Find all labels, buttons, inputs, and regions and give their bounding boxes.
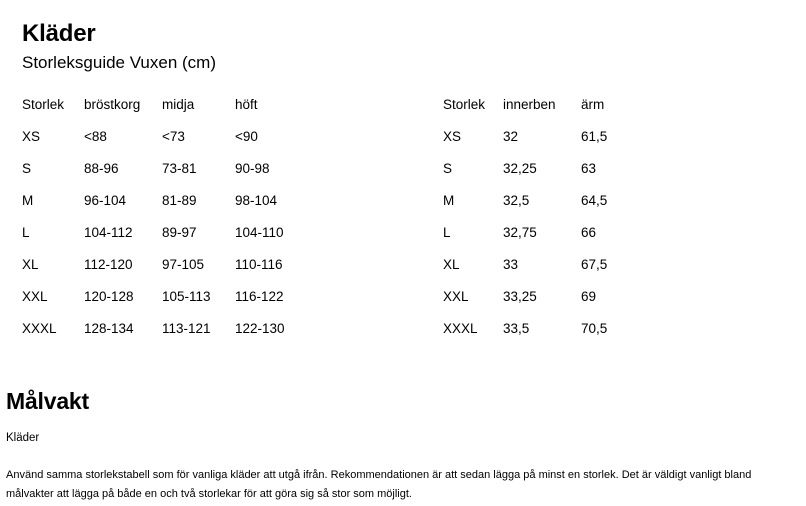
table-row bbox=[22, 120, 325, 152]
table-clothing-upper-body bbox=[22, 88, 325, 344]
table-header-upper-body bbox=[22, 88, 325, 120]
page-subtitle: Storleksguide Vuxen (cm) bbox=[22, 53, 217, 72]
cell-sleeve: 70,5 bbox=[581, 320, 608, 336]
cell-size: XS bbox=[22, 128, 41, 144]
goalkeeper-subheading: Kläder bbox=[6, 432, 40, 444]
cell-sleeve: 63 bbox=[581, 160, 597, 176]
cell-waist: 81-89 bbox=[162, 192, 197, 208]
page-title: Kläder bbox=[22, 20, 96, 47]
cell-hip: 104-110 bbox=[235, 224, 284, 240]
cell-waist: 89-97 bbox=[162, 224, 197, 240]
cell-sleeve: 64,5 bbox=[581, 192, 608, 208]
cell-sleeve: 69 bbox=[581, 288, 597, 304]
table-row bbox=[443, 184, 641, 216]
cell-hip: 116-122 bbox=[235, 288, 284, 304]
table-header-lower-body bbox=[443, 88, 641, 120]
cell-chest: 96-104 bbox=[84, 192, 127, 208]
cell-hip: 98-104 bbox=[235, 192, 278, 208]
cell-waist: 73-81 bbox=[162, 160, 197, 176]
cell-inseam: 32,75 bbox=[503, 224, 537, 240]
cell-size: XXXL bbox=[443, 320, 478, 336]
table-row bbox=[443, 312, 641, 344]
column-header-hoft: höft bbox=[235, 96, 258, 112]
table-row bbox=[22, 152, 325, 184]
goalkeeper-body-text: Använd samma storlekstabell som för vanliga kläder att utgå ifrån. Rekommendationen är att sedan lägga på minst en storlek. Det är väldigt vanligt bland målvakter att lägga på både en och två storlekar för att göra sig så stor som möjligt. bbox=[6, 469, 752, 500]
cell-size: XL bbox=[22, 256, 39, 272]
cell-waist: 105-113 bbox=[162, 288, 211, 304]
cell-sleeve: 66 bbox=[581, 224, 597, 240]
cell-hip: <90 bbox=[235, 128, 258, 144]
table-header-row bbox=[22, 88, 325, 120]
cell-size: XXL bbox=[443, 288, 469, 304]
cell-chest: 112-120 bbox=[84, 256, 133, 272]
table-row bbox=[22, 216, 325, 248]
table-row bbox=[22, 312, 325, 344]
table-row bbox=[443, 152, 641, 184]
cell-size: XL bbox=[443, 256, 460, 272]
cell-hip: 110-116 bbox=[235, 256, 283, 272]
cell-size: L bbox=[443, 224, 451, 240]
column-header-midja: midja bbox=[162, 96, 195, 112]
cell-size: XXXL bbox=[22, 320, 57, 336]
table-row bbox=[443, 280, 641, 312]
table-row bbox=[22, 248, 325, 280]
table-header-row bbox=[443, 88, 641, 120]
column-header-storlek: Storlek bbox=[22, 96, 65, 112]
cell-sleeve: 67,5 bbox=[581, 256, 608, 272]
table-body-lower-body bbox=[443, 120, 641, 344]
cell-hip: 122-130 bbox=[235, 320, 285, 336]
cell-chest: <88 bbox=[84, 128, 107, 144]
table-clothing-inseam-sleeve bbox=[443, 88, 641, 344]
cell-size: XS bbox=[443, 128, 462, 144]
section-title-goalkeeper: Målvakt bbox=[6, 388, 89, 414]
cell-size: XXL bbox=[22, 288, 48, 304]
cell-inseam: 33 bbox=[503, 256, 519, 272]
cell-hip: 90-98 bbox=[235, 160, 270, 176]
cell-size: M bbox=[443, 192, 455, 208]
cell-size: L bbox=[22, 224, 30, 240]
cell-waist: <73 bbox=[162, 128, 185, 144]
cell-inseam: 32 bbox=[503, 128, 519, 144]
cell-size: M bbox=[22, 192, 34, 208]
cell-sleeve: 61,5 bbox=[581, 128, 608, 144]
table-row bbox=[443, 248, 641, 280]
cell-inseam: 33,25 bbox=[503, 288, 537, 304]
cell-waist: 97-105 bbox=[162, 256, 205, 272]
table-row bbox=[22, 280, 325, 312]
cell-chest: 120-128 bbox=[84, 288, 134, 304]
table-row bbox=[443, 120, 641, 152]
table-row bbox=[22, 184, 325, 216]
cell-size: S bbox=[443, 160, 453, 176]
cell-chest: 128-134 bbox=[84, 320, 134, 336]
table-row bbox=[443, 216, 641, 248]
column-header-storlek: Storlek bbox=[443, 96, 486, 112]
cell-inseam: 33,5 bbox=[503, 320, 530, 336]
column-header-innerben: innerben bbox=[503, 96, 556, 112]
cell-waist: 113-121 bbox=[162, 320, 211, 336]
cell-size: S bbox=[22, 160, 32, 176]
cell-inseam: 32,25 bbox=[503, 160, 537, 176]
cell-chest: 104-112 bbox=[84, 224, 133, 240]
table-body-upper-body bbox=[22, 120, 325, 344]
cell-inseam: 32,5 bbox=[503, 192, 530, 208]
column-header-brostkorg: bröstkorg bbox=[84, 96, 141, 112]
cell-chest: 88-96 bbox=[84, 160, 119, 176]
column-header-arm: ärm bbox=[581, 96, 605, 112]
